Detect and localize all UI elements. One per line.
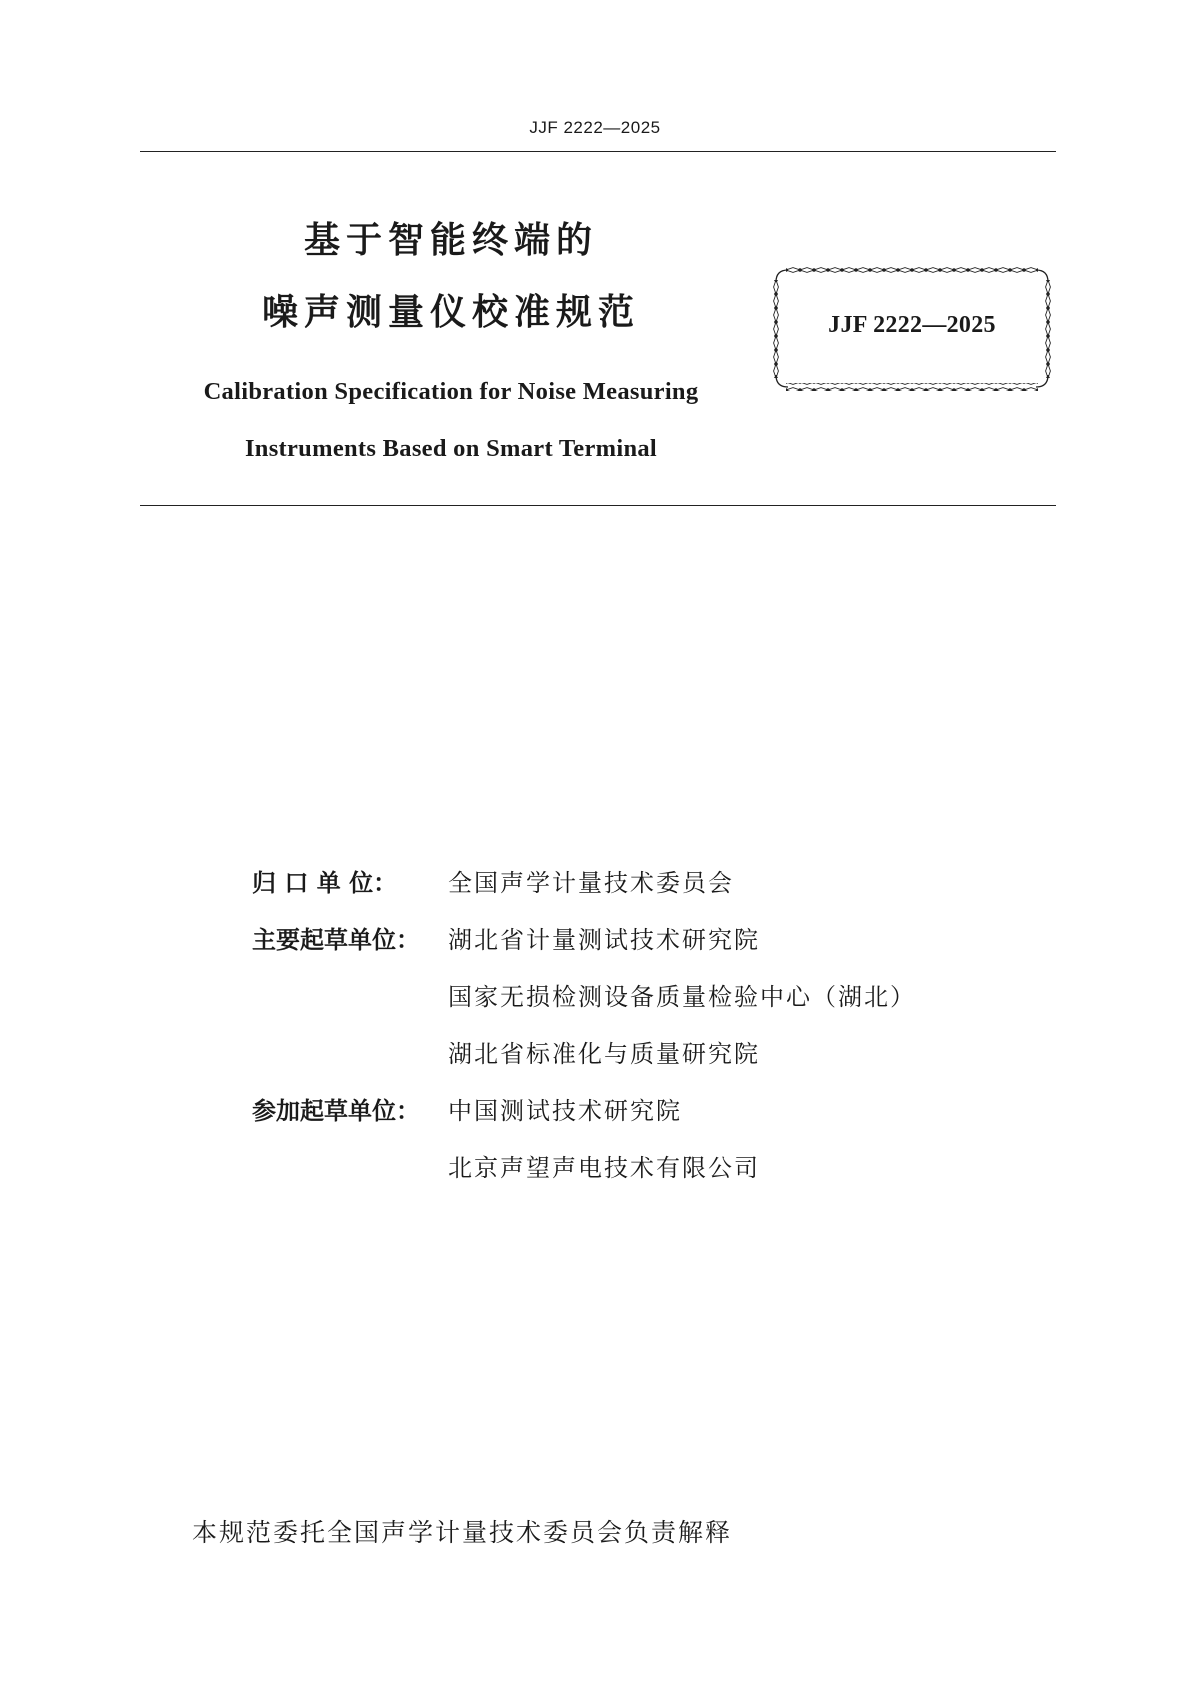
unit-value: 北京声望声电技术有限公司 xyxy=(448,1154,760,1182)
title-block xyxy=(170,205,732,477)
title-cn-line2: 噪声测量仪校准规范 xyxy=(261,292,640,333)
code-box xyxy=(772,266,1052,391)
title-en-line1: Calibration Specification for Noise Measuring xyxy=(203,378,699,405)
unit-row-main-drafting xyxy=(252,909,916,966)
unit-value: 湖北省计量测试技术研究院 xyxy=(448,926,760,954)
unit-label-main-drafting: 主要起草单位： xyxy=(252,926,420,954)
unit-label-responsible: 归 口 单 位： xyxy=(252,869,398,897)
title-cn-line1: 基于智能终端的 xyxy=(303,220,598,261)
unit-label-participating: 参加起草单位： xyxy=(252,1097,420,1125)
interpretation-note: 本规范委托全国声学计量技术委员会负责解释 xyxy=(192,1518,733,1547)
unit-row-main-drafting-3 xyxy=(252,1023,916,1080)
unit-row-participating-2 xyxy=(252,1137,916,1194)
standard-code: JJF 2222—2025 xyxy=(828,312,996,338)
unit-value: 国家无损检测设备质量检验中心（湖北） xyxy=(448,983,916,1011)
title-en-line2: Instruments Based on Smart Terminal xyxy=(244,435,658,462)
running-header-code: JJF 2222—2025 xyxy=(529,118,661,137)
header-rule xyxy=(140,151,1056,152)
unit-row-participating xyxy=(252,1080,916,1137)
unit-value: 湖北省标准化与质量研究院 xyxy=(448,1040,760,1068)
drafting-units xyxy=(252,852,916,1194)
title-rule xyxy=(140,505,1056,506)
unit-value: 全国声学计量技术委员会 xyxy=(448,869,734,897)
unit-row-main-drafting-2 xyxy=(252,966,916,1023)
unit-value: 中国测试技术研究院 xyxy=(448,1097,682,1125)
unit-row-responsible xyxy=(252,852,916,909)
